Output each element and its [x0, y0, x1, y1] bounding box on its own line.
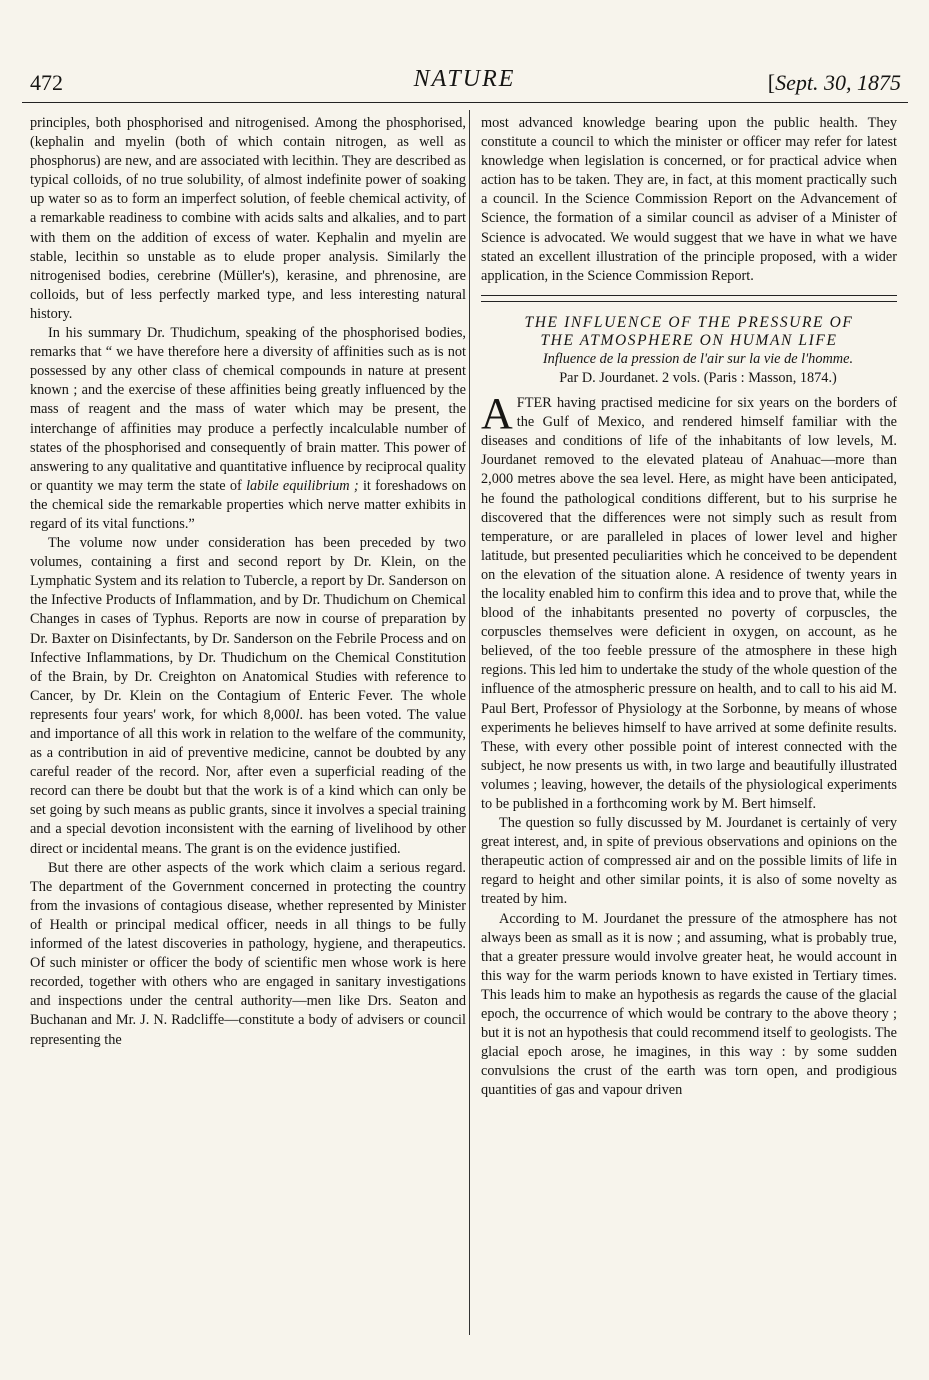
paragraph-text: FTER having practised medicine for six years on the borders of the Gulf of Mexico, and rendered himself familiar with the diseases and conditions of life of the inhabitants of low levels, M. Jourdanet removed to the elevated plateau of Anahuac—more than 2,000 metres above the sea level. Here, as might have been anticipated, he found the pathological conditions different, but to his surprise he discovered that the differences were not simply such as result from temperature, or are paralleled in places of lower level and higher latitude, but presented peculiarities which he conceived to be dependent on the elevation of the situation alone. A residence of twenty years in the locality enabled him to confirm this idea and to prove that, while the blood of the inhabitants presented no poverty of corpuscles, the corpuscles themselves were deficient in oxygen, on account, as he believed, of the too feeble pressure of the atmosphere in these high regions. This led him to undertake the study of the whole question of the influence of the atmospheric pressure on health, and to call to his aid M. Paul Bert, Professor of Physiology at the Sorbonne, by means of whose experiments he believes himself to have arrived at some definite results. These, with every other possible point of interest connected with the subject, he now presents us with, in two large and beautifully illustrated volumes ; leaving, however, the details of the physiological experiments to be published in a forthcoming work by M. Bert himself. [481, 395, 897, 812]
article-title [481, 314, 897, 350]
article-title-line: THE ATMOSPHERE ON HUMAN LIFE [540, 331, 838, 349]
paragraph [30, 534, 466, 859]
left-column [30, 114, 466, 1050]
book-title: Influence de la pression de l'air sur la vie de l'homme. [542, 350, 854, 367]
paragraph-text: The volume now under consideration has been preceded by two volumes, containing a first and second report by Dr. Klein, on the Lymphatic System and its relation to Tubercle, a report by Dr. Sanderson on the Infective Products of Inflammation, and by Dr. Thudichum on Chemical Changes in cases of Typhus. Reports are now in course of preparation by Dr. Baxter on Disinfectants, by Dr. Sanderson on the Febrile Process and on Infective Inflammations, by Dr. Thudichum on the Chemical Constitution of the Brain, by Dr. Creighton on Anatomical Studies with reference to Cancer, by Dr. Klein on the Contagium of Enteric Fever. The whole represents four years' work, for which 8,000 [30, 535, 466, 723]
book-publication: Par D. Jourdanet. 2 vols. (Paris : Masson, 1874.) [559, 369, 837, 386]
paragraph [481, 389, 897, 814]
issue-date-text: Sept. 30, 1875 [775, 70, 901, 95]
paragraph [30, 324, 466, 534]
column-divider [469, 110, 470, 1335]
journal-title: NATURE [413, 66, 516, 92]
paragraph: The question so fully discussed by M. Jourdanet is certainly of very great interest, and, in spite of previous observations and opinions on the therapeutic action of compressed air and on the possible limits of life in regard to height and other similar points, it is also of some novelty as treated by him. [481, 815, 897, 908]
paragraph-text: . has been voted. The value and importance of all this work in relation to the welfare of the community, as a contribution in aid of preventive medicine, cannot be doubted by any careful reader of the record. Nor, after even a superficial reading of the record can there be doubt but that the work is of a kind which can only be set going by such means as public grants, since it involves a special training and a special devotion inconsistent with the earning of livelihood by other direct or incidental means. The grant is on the evidence justified. [30, 706, 466, 857]
page-number: 472 [30, 70, 63, 95]
book-reference [481, 350, 897, 388]
issue-date: [Sept. 30, 1875 [767, 70, 901, 95]
labile-equilibrium-phrase: labile equilibrium ; [246, 477, 359, 494]
paragraph: But there are other aspects of the work which claim a serious regard. The department of the Government concerned in protecting the country from the invasions of contagious disease, whether represented by Minister of Health or principal medical officer, needs in all things to be fully informed of the latest discoveries in pathology, hygiene, and therapeutics. Of such minister or officer the body of scientific men whose work is here recorded, together with others who are engaged in sanitary investigations and inspections under the central authority—men like Drs. Seaton and Buchanan and Mr. J. N. Radcliffe—constitute a body of advisers or council representing the [30, 859, 466, 1048]
right-column [481, 114, 897, 1101]
paragraph: principles, both phosphorised and nitrogenised. Among the phosphorised, (kephalin and myelin (both of which contain nitrogen, as well as phosphorus) are new, and are associated with lecithin. They are described as typical colloids, of no true solubility, of almost indefinite power of soaking up water so as to form an imperfect solution, of feeble chemical activity, of a remarkable readiness to combine with acids salts and alkalies, and to part with them on the addition of excess of water. Kephalin and myelin are stable, lecithin so unstable as to elude proper analysis. Similarly the nitrogenised bodies, cerebrine (Müller's), kerasine, and phrenosine, are colloids, but of less perfectly marked type, and less interesting natural history. [30, 115, 466, 322]
paragraph: most advanced knowledge bearing upon the public health. They constitute a council to which the minister or officer may refer for latest knowledge when legislation is concerned, or for practical advice when action has to be taken. They are, in fact, at this moment practically such a council. In the Science Commission Report on the Advancement of Science, the formation of a similar council as adviser of a Minister of Science is advocated. We would suggest that we have in what we have stated an excellent illustration of the principle proposed, with a wider application, in the Science Commission Report. [481, 115, 897, 284]
paragraph: According to M. Jourdanet the pressure of the atmosphere has not always been as small as it is now ; and assuming, what is probably true, that a greater pressure would involve greater heat, he would account in this way for the warm periods known to have existed in Tertiary times. This leads him to make an hypothesis as regards the cause of the glacial epoch, the occurrence of which would be contrary to the above theory ; but it is not an hypothesis that could recommend itself to geologists. The glacial epoch arose, he imagines, in this way : by some sudden convulsions the crust of the earth was torn open, and prodigious quantities of gas and vapour driven [481, 910, 897, 1099]
pound-symbol: l [295, 706, 300, 723]
header-rule [22, 102, 908, 103]
paragraph-text: In his summary Dr. Thudichum, speaking of the phosphorised bodies, remarks that “ we have therefore here a diversity of affinities such as is not possessed by any other class of chemical compounds in nature at present known ; and the exercise of these affinities being greatly influenced by the mass of reagent and the mass of water which may be present, the interchange of affinities may produce a perfectly incalculable number of states of the phosphorised and consequently of brain matter. This power of answering to any qualitative and quantitative influence by reciprocal quality or quantity we may term the state of [30, 325, 466, 494]
section-rule [481, 295, 897, 302]
article-title-line: THE INFLUENCE OF THE PRESSURE OF [524, 313, 854, 331]
drop-cap: A [481, 389, 513, 439]
paragraph-text: it foreshadows on the chemical side the remarkable properties which nerve matter exhibits in regard of its vital functions.” [30, 477, 466, 532]
